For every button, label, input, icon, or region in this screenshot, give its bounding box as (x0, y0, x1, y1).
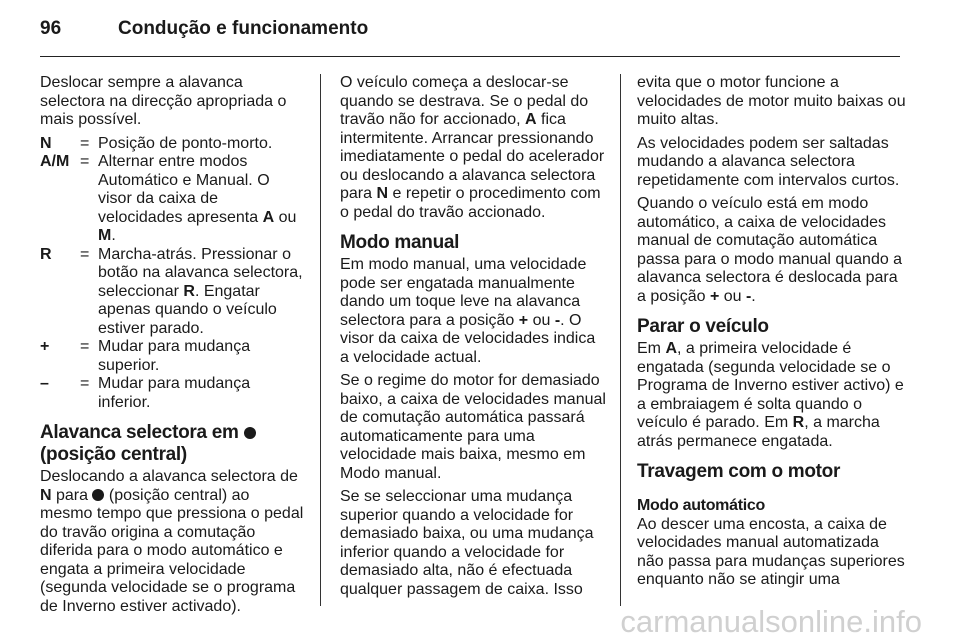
equals-sign: = (80, 375, 90, 392)
column-2 (340, 74, 608, 604)
intro-paragraph: Deslocar sempre a alavanca selectora na direcção apropriada o mais possível. (40, 74, 287, 128)
equals-sign: = (80, 134, 90, 152)
definition-key: R (40, 245, 52, 263)
equals-sign: = (80, 338, 90, 355)
paragraph: Se se seleccionar uma mudança superior quando a velocidade for demasiado baixa, ou uma mudança inferior quando a velocidade for demasiado alta, não é efectuada qualquer passagem de caixa. Isso (340, 488, 594, 598)
watermark: carmanualsonline.info (620, 604, 922, 639)
definition-text: Alternar entre modos Automático e Manual. O visor da caixa de velocidades apresenta A ou M. (98, 153, 297, 244)
center-position-dot-icon (92, 489, 104, 501)
definition-key: A/M (40, 153, 70, 170)
column-divider (320, 74, 321, 606)
definition-item (40, 338, 305, 375)
paragraph: Em A, a primeira velocidade é engatada (segunda velocidade se o Programa de Inverno estiver activo) e a embraiagem é solta quando o veículo é parado. Em R, a marcha atrás permanece engatada. (637, 340, 904, 450)
paragraph: Em modo manual, uma velocidade pode ser engatada manualmente dando um toque leve na alavanca selectora para a posição + ou -. O visor da caixa de velocidades indica a velocidade actual. (340, 256, 596, 366)
subsection-heading: Modo automático (637, 497, 765, 514)
column-divider (620, 74, 621, 606)
page-number: 96 (40, 18, 62, 39)
header-rule (40, 56, 900, 57)
section-heading: Modo manual (340, 232, 460, 253)
paragraph: O veículo começa a deslocar-se quando se destrava. Se o pedal do travão não for accionado, A fica intermitente. Arrancar pressionando imediatamente o pedal do acelerador ou deslocando a alavanca selectora para N e repetir o procedimento com o pedal do travão accionado. (340, 74, 605, 221)
definition-item (40, 153, 305, 246)
column-3 (637, 74, 907, 595)
section-heading: Travagem com o motor (637, 461, 841, 482)
center-position-dot-icon (244, 427, 256, 439)
page-header (40, 18, 368, 40)
section-heading: Alavanca selectora em (posição central) (40, 422, 305, 466)
definition-item (40, 135, 305, 154)
paragraph: Se o regime do motor for demasiado baixo, a caixa de velocidades manual de comutação automática passará automaticamente para uma velocidade mais baixa, mesmo em Modo manual. (340, 372, 606, 482)
paragraph: As velocidades podem ser saltadas mudando a alavanca selectora repetidamente com intervalos curtos. (637, 134, 900, 189)
definition-text: Mudar para mudança superior. (98, 338, 251, 374)
paragraph: evita que o motor funcione a velocidades de motor muito baixas ou muito altas. (637, 74, 906, 128)
definition-text: Marcha-atrás. Pressionar o botão na alavanca selectora, seleccionar R. Engatar apenas quando o veículo estiver parado. (98, 245, 303, 337)
column-1 (40, 74, 305, 621)
equals-sign: = (80, 153, 90, 170)
definition-list (40, 135, 305, 413)
paragraph: Ao descer uma encosta, a caixa de velocidades manual automatizada não passa para mudanças superiores enquanto não se atingir uma (637, 515, 905, 588)
definition-key: – (40, 375, 49, 392)
definition-item (40, 375, 305, 412)
section-heading: Parar o veículo (637, 316, 769, 337)
paragraph: Quando o veículo está em modo automático, a caixa de velocidades manual de comutação automática passa para o modo manual quando a alavanca selectora é deslocada para a posição + ou -. (637, 195, 903, 305)
definition-key: + (40, 338, 50, 355)
equals-sign: = (80, 245, 90, 263)
definition-key: N (40, 134, 52, 152)
definition-text: Mudar para mudança inferior. (98, 375, 251, 411)
definition-text: Posição de ponto-morto. (98, 134, 273, 152)
page-title: Condução e funcionamento (118, 18, 369, 39)
definition-item (40, 246, 305, 339)
paragraph: Deslocando a alavanca selectora de N para (posição central) ao mesmo tempo que pressiona o pedal do travão origina a comutação diferida para o modo automático e engata a primeira velocidade (segunda velocidade se o programa de Inverno estiver activado). (40, 468, 304, 615)
